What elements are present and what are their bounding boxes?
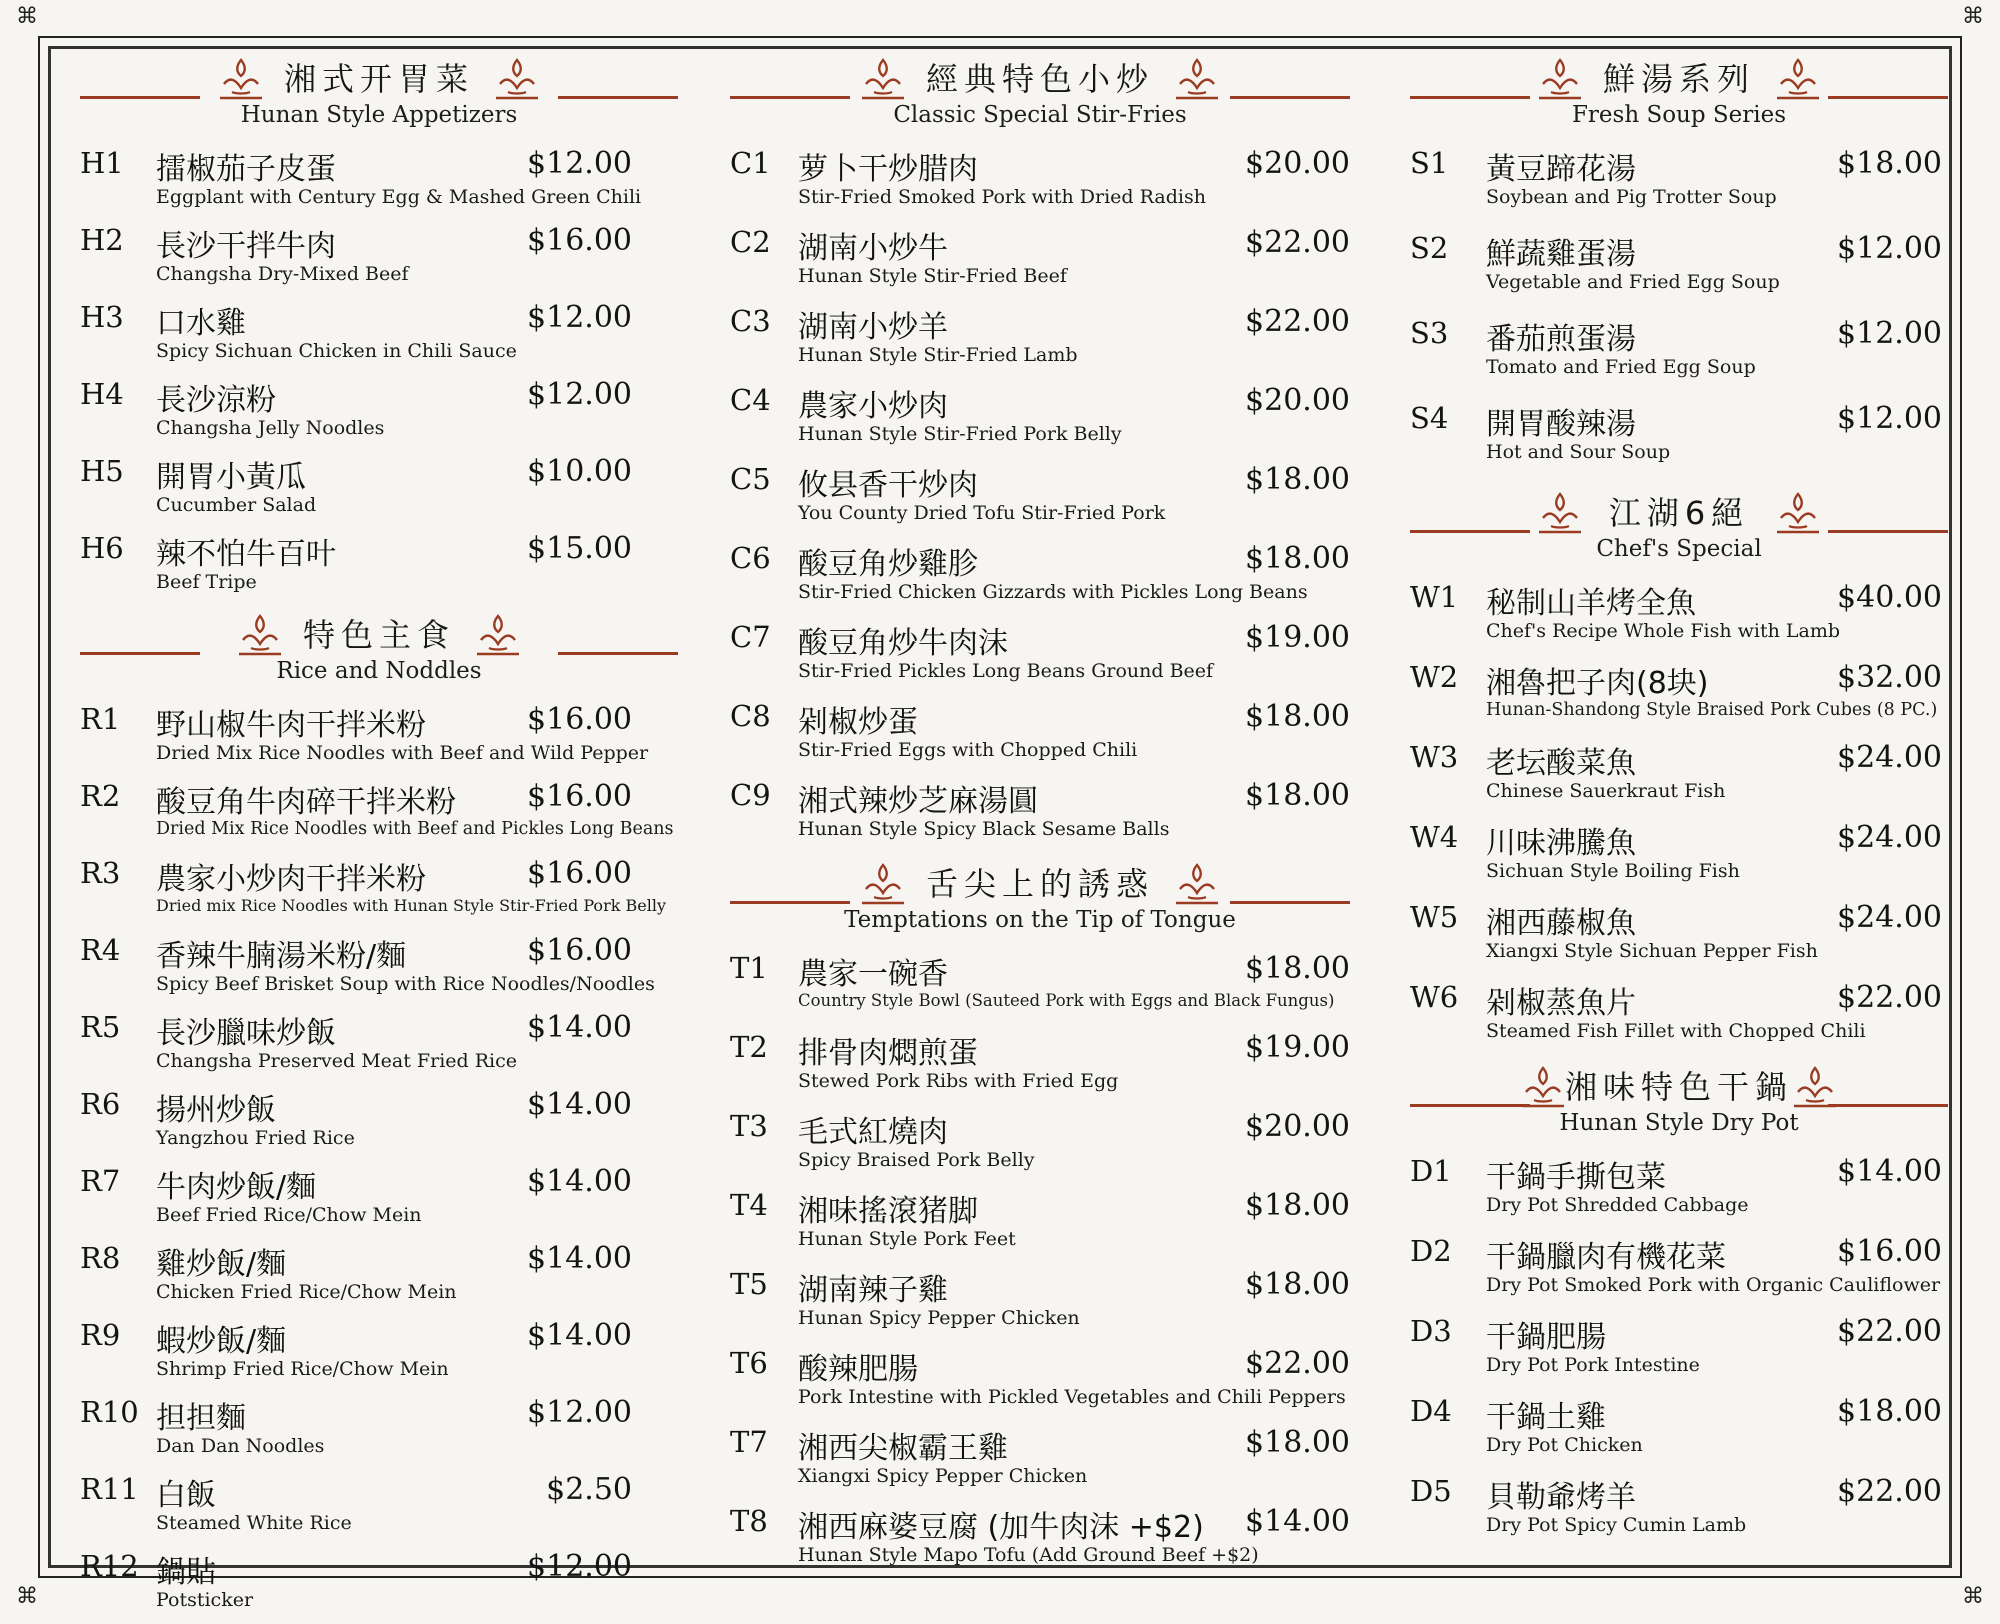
item-name-zh: 開胃酸辣湯: [1486, 407, 1636, 442]
item-name-zh: 鮮蔬雞蛋湯: [1486, 237, 1636, 272]
item-name-en: Pork Intestine with Pickled Vegetables and Chili Peppers: [798, 1386, 1346, 1408]
section-header: [1406, 1058, 1952, 1152]
lotus-ornament-icon: [856, 859, 910, 909]
item-price: $24.00: [1837, 740, 1942, 775]
item-name-en: You County Dried Tofu Stir-Fried Pork: [798, 502, 1166, 524]
section-title-en: Hunan Style Dry Pot: [1559, 1110, 1799, 1136]
item-name-en: Hunan Style Mapo Tofu (Add Ground Beef +$2): [798, 1544, 1259, 1566]
item-name-en: Chinese Sauerkraut Fish: [1486, 780, 1726, 802]
item-name-zh: 湖南小炒牛: [798, 231, 948, 266]
item-code: C9: [730, 778, 771, 812]
item-name-zh: 湘味搖滾猪脚: [798, 1194, 978, 1229]
item-code: R7: [80, 1164, 121, 1198]
item-code: T6: [730, 1346, 768, 1380]
item-code: S3: [1410, 316, 1449, 350]
item-name-zh: 湘西麻婆豆腐 (加牛肉沫 +$2): [798, 1510, 1204, 1545]
item-price: $12.00: [527, 300, 632, 335]
item-name-en: Vegetable and Fried Egg Soup: [1486, 271, 1780, 293]
section-title-en: Rice and Noddles: [276, 658, 482, 684]
item-price: $40.00: [1837, 580, 1942, 615]
section-title-zh: 特色主食: [302, 616, 455, 654]
menu-item: [76, 854, 682, 931]
item-name-en: Hunan Style Stir-Fried Pork Belly: [798, 423, 1122, 445]
item-name-zh: 毛式紅燒肉: [798, 1115, 948, 1150]
menu-item: [1406, 1472, 1952, 1552]
item-price: $18.00: [1245, 951, 1350, 986]
item-price: $18.00: [1245, 699, 1350, 734]
menu-column-2: [726, 50, 1354, 1581]
item-code: R9: [80, 1318, 121, 1352]
item-name-zh: 農家一碗香: [798, 957, 948, 992]
corner-ornament-icon: ⌘: [1962, 4, 1984, 29]
item-name-zh: 萝卜干炒腊肉: [798, 152, 978, 187]
lotus-ornament-icon: [1533, 488, 1587, 538]
item-name-en: Dried Mix Rice Noodles with Beef and Pickles Long Beans: [156, 819, 674, 839]
item-code: H4: [80, 377, 124, 411]
item-code: C8: [730, 699, 771, 733]
item-price: $12.00: [1837, 231, 1942, 266]
item-name-en: Dry Pot Chicken: [1486, 1434, 1643, 1456]
item-name-zh: 白飯: [156, 1478, 216, 1513]
item-name-zh: 香辣牛腩湯米粉/麵: [156, 939, 407, 974]
menu-item: [76, 931, 682, 1008]
menu-item: [726, 697, 1354, 776]
item-name-en: Hunan Spicy Pepper Chicken: [798, 1307, 1080, 1329]
item-code: R1: [80, 702, 121, 736]
item-name-zh: 牛肉炒飯/麵: [156, 1170, 317, 1205]
item-price: $16.00: [527, 702, 632, 737]
item-code: W2: [1410, 660, 1459, 694]
item-name-en: Sichuan Style Boiling Fish: [1486, 860, 1740, 882]
item-price: $22.00: [1245, 225, 1350, 260]
item-name-zh: 湘魯把子肉(8块): [1486, 666, 1709, 701]
item-name-en: Potsticker: [156, 1589, 254, 1611]
menu-item: [726, 1107, 1354, 1186]
item-code: H1: [80, 146, 124, 180]
item-price: $14.00: [1837, 1154, 1942, 1189]
item-name-en: Eggplant with Century Egg & Mashed Green Chili: [156, 186, 642, 208]
lotus-ornament-icon: [471, 610, 525, 660]
lotus-ornament-icon: [1516, 1062, 1570, 1112]
item-price: $12.00: [527, 146, 632, 181]
menu-column-1: [76, 50, 682, 1624]
menu-item: [76, 777, 682, 854]
item-name-zh: 秘制山羊烤全魚: [1486, 586, 1696, 621]
item-price: $22.00: [1245, 1346, 1350, 1381]
item-name-en: Dry Pot Shredded Cabbage: [1486, 1194, 1749, 1216]
lotus-ornament-icon: [1771, 488, 1825, 538]
item-code: S2: [1410, 231, 1449, 265]
item-name-en: Hunan Style Spicy Black Sesame Balls: [798, 818, 1170, 840]
item-name-zh: 鍋貼: [156, 1555, 216, 1590]
item-name-en: Tomato and Fried Egg Soup: [1486, 356, 1756, 378]
lotus-ornament-icon: [1170, 54, 1224, 104]
menu-item: [76, 1008, 682, 1085]
menu-item: [1406, 1392, 1952, 1472]
item-name-zh: 攸县香干炒肉: [798, 468, 978, 503]
item-name-zh: 酸豆角牛肉碎干拌米粉: [156, 785, 456, 820]
item-code: C5: [730, 462, 771, 496]
item-code: W1: [1410, 580, 1459, 614]
menu-item: [726, 144, 1354, 223]
item-price: $10.00: [527, 454, 632, 489]
item-name-en: Dried mix Rice Noodles with Hunan Style Stir-Fried Pork Belly: [156, 896, 666, 915]
item-code: D3: [1410, 1314, 1452, 1348]
item-name-en: Cucumber Salad: [156, 494, 317, 516]
item-name-en: Changsha Preserved Meat Fried Rice: [156, 1050, 517, 1072]
item-code: R12: [80, 1549, 139, 1583]
section-title-zh: 湘式开胃菜: [283, 60, 474, 98]
item-name-zh: 農家小炒肉干拌米粉: [156, 862, 426, 897]
menu-item: [726, 302, 1354, 381]
item-name-en: Xiangxi Spicy Pepper Chicken: [798, 1465, 1088, 1487]
item-name-zh: 長沙干拌牛肉: [156, 229, 336, 264]
item-name-en: Stir-Fried Smoked Pork with Dried Radish: [798, 186, 1206, 208]
section-title-en: Classic Special Stir-Fries: [893, 102, 1187, 128]
item-name-zh: 湖南辣子雞: [798, 1273, 948, 1308]
section-title-en: Fresh Soup Series: [1571, 102, 1787, 128]
menu-item: [1406, 978, 1952, 1058]
section-title-zh: 舌尖上的誘惑: [925, 865, 1154, 903]
item-price: $18.00: [1837, 146, 1942, 181]
item-code: C3: [730, 304, 771, 338]
item-price: $12.00: [1837, 316, 1942, 351]
item-code: S4: [1410, 401, 1449, 435]
item-name-en: Spicy Sichuan Chicken in Chili Sauce: [156, 340, 517, 362]
item-name-en: Shrimp Fried Rice/Chow Mein: [156, 1358, 449, 1380]
menu-item: [726, 949, 1354, 1028]
item-code: R2: [80, 779, 121, 813]
item-code: T7: [730, 1425, 768, 1459]
item-name-zh: 湘式辣炒芝麻湯圓: [798, 784, 1038, 819]
section-title-zh: 經典特色小炒: [925, 60, 1154, 98]
item-name-zh: 排骨肉燜煎蛋: [798, 1036, 978, 1071]
item-price: $19.00: [1245, 1030, 1350, 1065]
menu-item: [726, 460, 1354, 539]
item-price: $16.00: [527, 856, 632, 891]
menu-item: [726, 618, 1354, 697]
menu-item: [726, 776, 1354, 855]
item-price: $16.00: [527, 933, 632, 968]
item-name-en: Changsha Dry-Mixed Beef: [156, 263, 409, 285]
item-name-en: Country Style Bowl (Sauteed Pork with Eggs and Black Fungus): [798, 991, 1335, 1010]
item-name-zh: 酸辣肥腸: [798, 1352, 918, 1387]
item-price: $16.00: [527, 223, 632, 258]
item-price: $16.00: [527, 779, 632, 814]
item-price: $22.00: [1837, 1474, 1942, 1509]
item-name-en: Beef Tripe: [156, 571, 257, 593]
item-name-zh: 長沙涼粉: [156, 383, 276, 418]
item-code: H6: [80, 531, 124, 565]
section-title-zh: 鮮湯系列: [1602, 60, 1755, 98]
lotus-ornament-icon: [856, 54, 910, 104]
item-name-zh: 口水雞: [156, 306, 246, 341]
item-code: C2: [730, 225, 771, 259]
item-name-en: Dry Pot Spicy Cumin Lamb: [1486, 1514, 1747, 1536]
item-code: W3: [1410, 740, 1459, 774]
item-name-zh: 黃豆蹄花湯: [1486, 152, 1636, 187]
item-name-en: Steamed White Rice: [156, 1512, 352, 1534]
item-name-zh: 酸豆角炒牛肉沫: [798, 626, 1008, 661]
item-code: T8: [730, 1504, 768, 1538]
item-name-zh: 雞炒飯/麵: [156, 1247, 287, 1282]
item-name-zh: 担担麵: [156, 1401, 246, 1436]
item-name-en: Spicy Beef Brisket Soup with Rice Noodles/Noodles: [156, 973, 655, 995]
item-code: D4: [1410, 1394, 1452, 1428]
menu-item: [76, 298, 682, 375]
lotus-ornament-icon: [1771, 54, 1825, 104]
item-name-zh: 農家小炒肉: [798, 389, 948, 424]
item-price: $14.00: [527, 1010, 632, 1045]
menu-item: [726, 1344, 1354, 1423]
item-price: $24.00: [1837, 820, 1942, 855]
item-code: R3: [80, 856, 121, 890]
item-name-en: Hot and Sour Soup: [1486, 441, 1671, 463]
section-title-en: Temptations on the Tip of Tongue: [844, 907, 1236, 933]
section-header: [1406, 484, 1952, 578]
menu-item: [1406, 658, 1952, 738]
corner-ornament-icon: ⌘: [16, 4, 38, 29]
menu-item: [1406, 818, 1952, 898]
item-name-en: Steamed Fish Fillet with Chopped Chili: [1486, 1020, 1866, 1042]
item-code: R4: [80, 933, 121, 967]
item-price: $20.00: [1245, 383, 1350, 418]
item-name-en: Hunan Style Pork Feet: [798, 1228, 1016, 1250]
item-price: $20.00: [1245, 146, 1350, 181]
item-name-zh: 開胃小黃瓜: [156, 460, 306, 495]
item-price: $18.00: [1837, 1394, 1942, 1429]
item-code: D2: [1410, 1234, 1452, 1268]
item-name-zh: 酸豆角炒雞胗: [798, 547, 978, 582]
menu-item: [1406, 578, 1952, 658]
item-code: C4: [730, 383, 771, 417]
menu-item: [726, 1423, 1354, 1502]
item-code: R10: [80, 1395, 139, 1429]
item-name-en: Beef Fried Rice/Chow Mein: [156, 1204, 422, 1226]
section-header: [726, 855, 1354, 949]
item-name-en: Dried Mix Rice Noodles with Beef and Wild Pepper: [156, 742, 649, 764]
menu-item: [76, 1470, 682, 1547]
menu-item: [76, 375, 682, 452]
item-name-zh: 長沙臘味炒飯: [156, 1016, 336, 1051]
item-code: H5: [80, 454, 124, 488]
item-code: D5: [1410, 1474, 1452, 1508]
item-code: T3: [730, 1109, 768, 1143]
corner-ornament-icon: ⌘: [1962, 1584, 1984, 1609]
item-price: $19.00: [1245, 620, 1350, 655]
menu-item: [76, 700, 682, 777]
item-name-en: Yangzhou Fried Rice: [156, 1127, 355, 1149]
item-price: $12.00: [527, 377, 632, 412]
item-name-en: Spicy Braised Pork Belly: [798, 1149, 1035, 1171]
section-title-en: Hunan Style Appetizers: [240, 102, 518, 128]
lotus-ornament-icon: [1170, 859, 1224, 909]
item-name-en: Dan Dan Noodles: [156, 1435, 325, 1457]
menu-item: [1406, 898, 1952, 978]
item-code: W6: [1410, 980, 1459, 1014]
item-name-en: Hunan Style Stir-Fried Lamb: [798, 344, 1078, 366]
item-code: W4: [1410, 820, 1459, 854]
item-name-en: Stewed Pork Ribs with Fried Egg: [798, 1070, 1119, 1092]
menu-item: [76, 1316, 682, 1393]
item-name-en: Stir-Fried Eggs with Chopped Chili: [798, 739, 1138, 761]
item-code: C7: [730, 620, 771, 654]
menu-item: [726, 1028, 1354, 1107]
item-price: $15.00: [527, 531, 632, 566]
menu-item: [1406, 144, 1952, 229]
menu-item: [1406, 314, 1952, 399]
menu-item: [1406, 1232, 1952, 1312]
section-title-zh: 江湖6絕: [1608, 494, 1750, 532]
item-name-en: Stir-Fried Chicken Gizzards with Pickles Long Beans: [798, 581, 1308, 603]
item-code: R8: [80, 1241, 121, 1275]
item-name-zh: 干鍋肥腸: [1486, 1320, 1606, 1355]
item-price: $22.00: [1837, 1314, 1942, 1349]
menu-item: [76, 221, 682, 298]
menu-item: [1406, 399, 1952, 484]
section-title-zh: 湘味特色干鍋: [1564, 1068, 1793, 1106]
section-title-en: Chef's Special: [1596, 536, 1762, 562]
item-code: T2: [730, 1030, 768, 1064]
item-code: C6: [730, 541, 771, 575]
item-name-en: Changsha Jelly Noodles: [156, 417, 385, 439]
item-name-zh: 貝勒爺烤羊: [1486, 1480, 1636, 1515]
item-code: S1: [1410, 146, 1449, 180]
item-code: R11: [80, 1472, 139, 1506]
item-price: $12.00: [1837, 401, 1942, 436]
menu-item: [76, 1547, 682, 1624]
section-header: [76, 606, 682, 700]
menu-item: [726, 1502, 1354, 1581]
corner-ornament-icon: ⌘: [16, 1584, 38, 1609]
item-code: T4: [730, 1188, 768, 1222]
lotus-ornament-icon: [233, 610, 287, 660]
item-code: T5: [730, 1267, 768, 1301]
item-price: $14.00: [527, 1241, 632, 1276]
item-price: $20.00: [1245, 1109, 1350, 1144]
item-price: $18.00: [1245, 1267, 1350, 1302]
item-name-zh: 湘西尖椒霸王雞: [798, 1431, 1008, 1466]
item-code: H3: [80, 300, 124, 334]
item-name-en: Soybean and Pig Trotter Soup: [1486, 186, 1777, 208]
item-name-en: Hunan Style Stir-Fried Beef: [798, 265, 1067, 287]
item-name-zh: 揚州炒飯: [156, 1093, 276, 1128]
menu-item: [76, 1085, 682, 1162]
menu-item: [76, 452, 682, 529]
menu-item: [76, 1239, 682, 1316]
item-name-en: Dry Pot Smoked Pork with Organic Cauliflower: [1486, 1274, 1941, 1296]
item-name-en: Chef's Recipe Whole Fish with Lamb: [1486, 620, 1841, 642]
item-price: $22.00: [1245, 304, 1350, 339]
item-name-zh: 川味沸騰魚: [1486, 826, 1636, 861]
item-name-en: Xiangxi Style Sichuan Pepper Fish: [1486, 940, 1818, 962]
item-price: $16.00: [1837, 1234, 1942, 1269]
section-header: [726, 50, 1354, 144]
menu-item: [1406, 1152, 1952, 1232]
menu-item: [76, 1393, 682, 1470]
section-header: [1406, 50, 1952, 144]
item-name-en: Chicken Fried Rice/Chow Mein: [156, 1281, 457, 1303]
item-price: $14.00: [527, 1164, 632, 1199]
item-name-en: Dry Pot Pork Intestine: [1486, 1354, 1700, 1376]
lotus-ornament-icon: [490, 54, 544, 104]
item-price: $14.00: [527, 1318, 632, 1353]
item-price: $24.00: [1837, 900, 1942, 935]
item-code: C1: [730, 146, 771, 180]
lotus-ornament-icon: [1788, 1062, 1842, 1112]
item-name-zh: 干鍋土雞: [1486, 1400, 1606, 1435]
item-name-zh: 湖南小炒羊: [798, 310, 948, 345]
item-price: $12.00: [527, 1395, 632, 1430]
item-price: $18.00: [1245, 778, 1350, 813]
menu-item: [726, 1186, 1354, 1265]
item-price: $14.00: [527, 1087, 632, 1122]
menu-item: [76, 529, 682, 606]
item-price: $32.00: [1837, 660, 1942, 695]
item-price: $22.00: [1837, 980, 1942, 1015]
item-name-zh: 剁椒蒸魚片: [1486, 986, 1636, 1021]
item-code: D1: [1410, 1154, 1452, 1188]
item-price: $18.00: [1245, 462, 1350, 497]
menu-column-3: [1406, 50, 1952, 1552]
item-price: $12.00: [527, 1549, 632, 1584]
menu-item: [76, 1162, 682, 1239]
item-name-zh: 蝦炒飯/麵: [156, 1324, 287, 1359]
item-name-zh: 剁椒炒蛋: [798, 705, 918, 740]
item-code: T1: [730, 951, 768, 985]
item-name-zh: 野山椒牛肉干拌米粉: [156, 708, 426, 743]
item-name-zh: 干鍋臘肉有機花菜: [1486, 1240, 1726, 1275]
menu-item: [726, 539, 1354, 618]
item-price: $18.00: [1245, 1425, 1350, 1460]
item-name-zh: 擂椒茄子皮蛋: [156, 152, 336, 187]
item-name-zh: 老坛酸菜魚: [1486, 746, 1636, 781]
menu-item: [726, 223, 1354, 302]
item-name-en: Hunan-Shandong Style Braised Pork Cubes (8 PC.): [1486, 700, 1938, 720]
lotus-ornament-icon: [214, 54, 268, 104]
menu-item: [1406, 229, 1952, 314]
item-price: $2.50: [546, 1472, 632, 1507]
item-name-zh: 辣不怕牛百叶: [156, 537, 336, 572]
section-header: [76, 50, 682, 144]
menu-item: [1406, 1312, 1952, 1392]
menu-item: [726, 381, 1354, 460]
menu-item: [1406, 738, 1952, 818]
item-name-zh: 番茄煎蛋湯: [1486, 322, 1636, 357]
menu-item: [726, 1265, 1354, 1344]
item-code: R6: [80, 1087, 121, 1121]
item-name-zh: 湘西藤椒魚: [1486, 906, 1636, 941]
lotus-ornament-icon: [1533, 54, 1587, 104]
item-code: W5: [1410, 900, 1459, 934]
item-code: R5: [80, 1010, 121, 1044]
item-price: $14.00: [1245, 1504, 1350, 1539]
item-price: $18.00: [1245, 541, 1350, 576]
item-price: $18.00: [1245, 1188, 1350, 1223]
item-name-zh: 干鍋手撕包菜: [1486, 1160, 1666, 1195]
menu-item: [76, 144, 682, 221]
item-name-en: Stir-Fried Pickles Long Beans Ground Beef: [798, 660, 1214, 682]
item-code: H2: [80, 223, 124, 257]
